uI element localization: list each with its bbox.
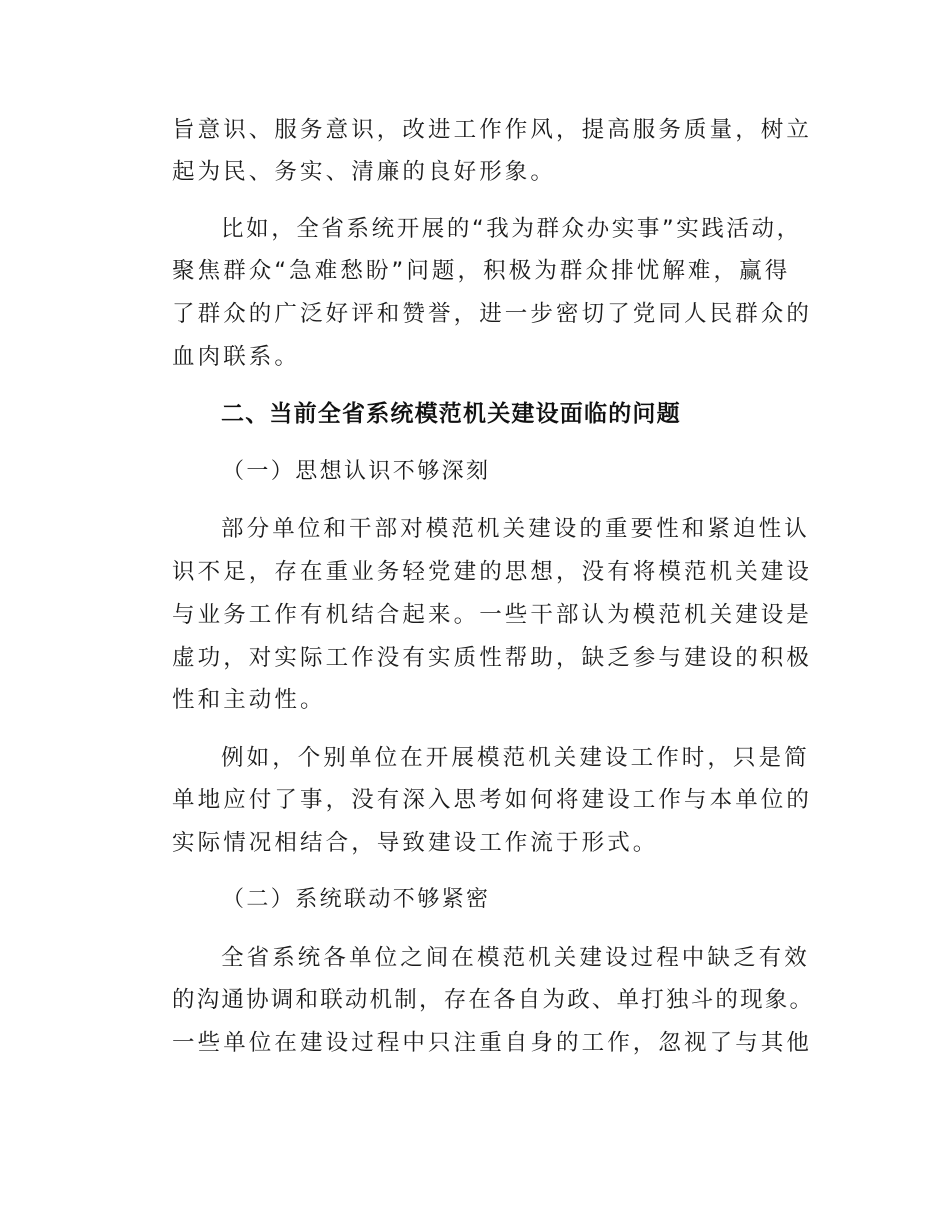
paragraph-line: 全省系统各单位之间在模范机关建设过程中缺乏有效 [221,945,810,971]
paragraph-line: 比如，全省系统开展的“我为群众办实事”实践活动， [221,216,802,242]
subsection-title: （二）系统联动不够紧密 [222,887,491,912]
paragraph-line: 单地应付了事，没有深入思考如何将建设工作与本单位的 [172,787,813,813]
paragraph-line: 聚焦群众“急难愁盼”问题，积极为群众排忧解难，赢得 [172,258,791,284]
section-heading: 二、当前全省系统模范机关建设面临的问题 [221,401,681,427]
subsection-title: （一）思想认识不够深刻 [222,459,491,484]
paragraph-line: 实际情况相结合，导致建设工作流于形式。 [172,830,659,856]
paragraph-line: 识不足，存在重业务轻党建的思想，没有将模范机关建设 [172,559,813,585]
paragraph-line: 旨意识、服务意识，改进工作作风，提高服务质量，树立 [172,117,813,143]
paragraph-line: 血肉联系。 [172,344,301,370]
paragraph-line: 了群众的广泛好评和赞誉，进一步密切了党同人民群众的 [172,301,813,327]
paragraph-line: 的沟通协调和联动机制，存在各自为政、单打独斗的现象。 [172,987,815,1013]
paragraph-line: 虚功，对实际工作没有实质性帮助，缺乏参与建设的积极 [172,645,813,671]
paragraph-line: 一些单位在建设过程中只注重自身的工作，忽视了与其他 [172,1030,813,1056]
paragraph-line: 性和主动性。 [172,687,326,713]
paragraph-line: 部分单位和干部对模范机关建设的重要性和紧迫性认 [221,516,810,542]
paragraph-line: 例如，个别单位在开展模范机关建设工作时，只是简 [221,745,810,771]
paragraph-line: 起为民、务实、清廉的良好形象。 [172,159,557,185]
paragraph-line: 与业务工作有机结合起来。一些干部认为模范机关建设是 [172,602,813,628]
